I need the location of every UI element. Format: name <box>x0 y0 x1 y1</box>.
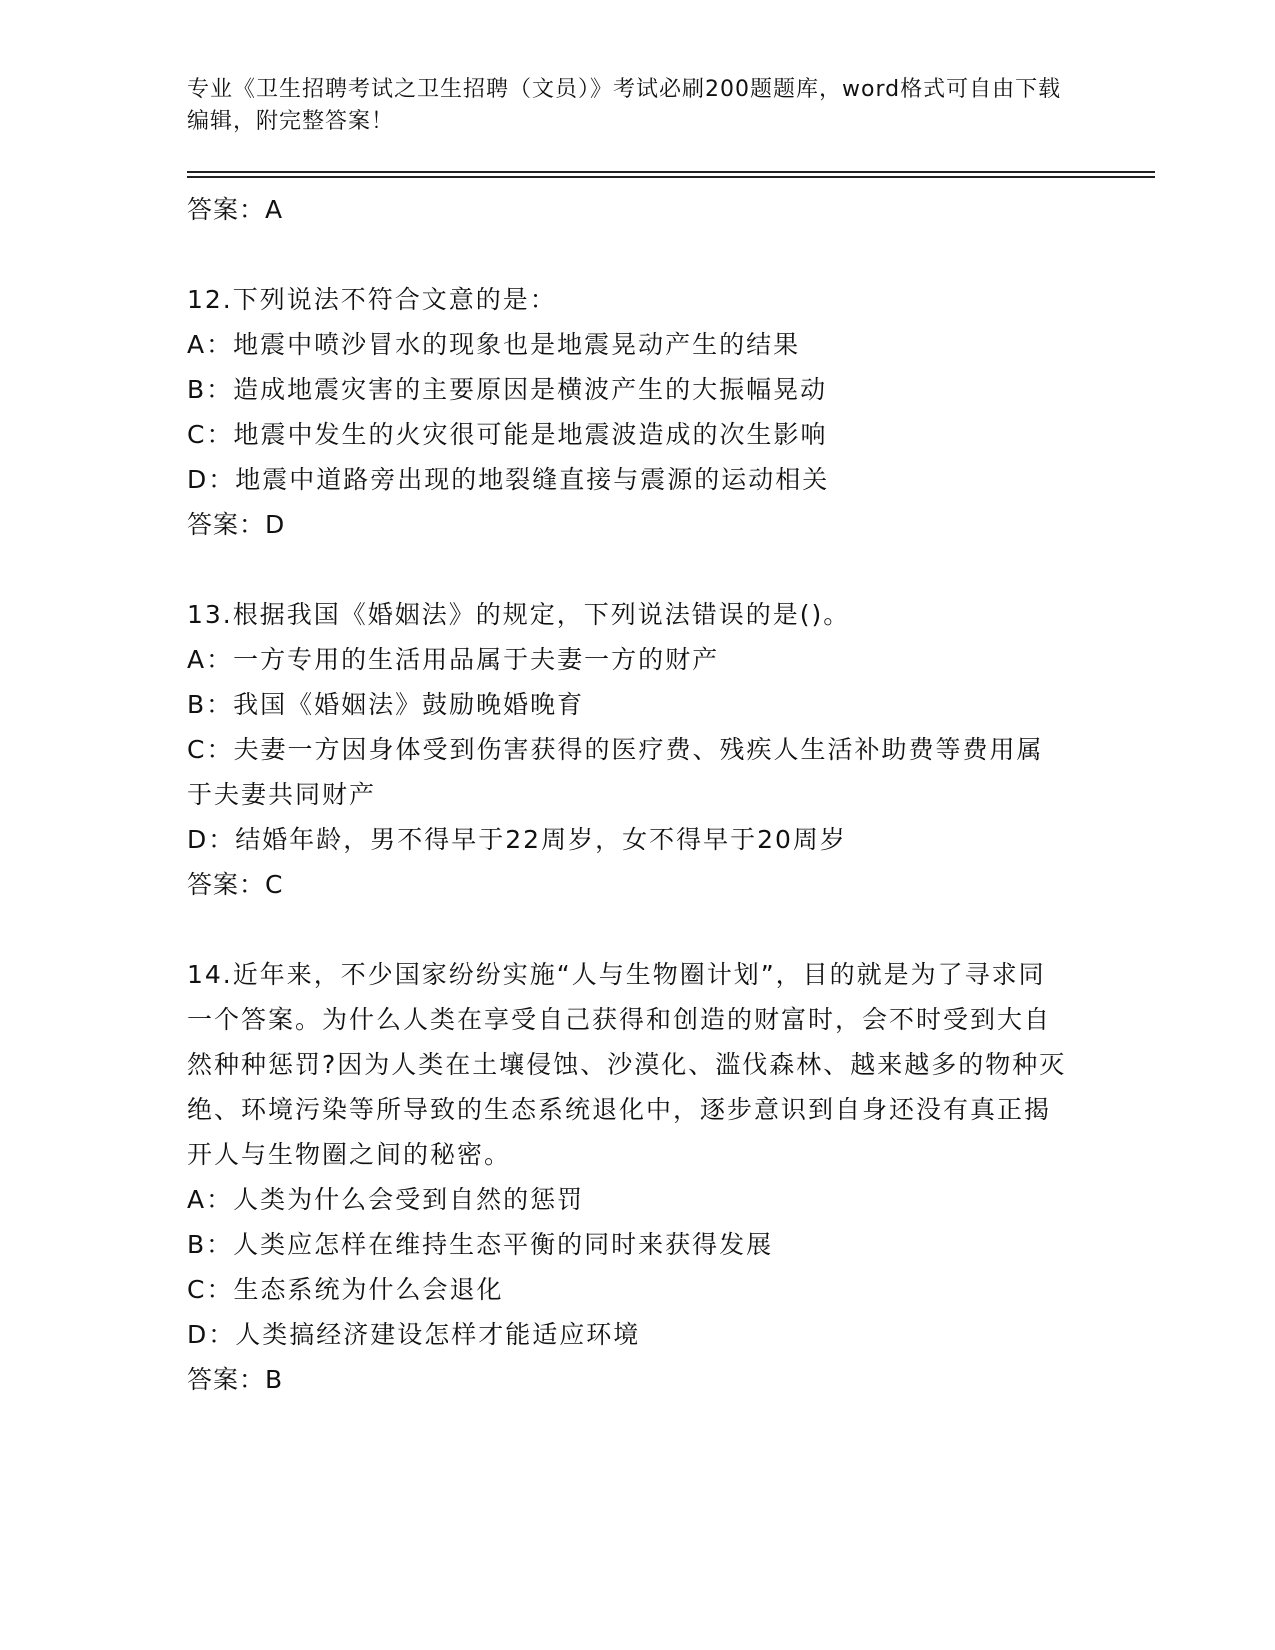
question-list <box>187 187 1067 1402</box>
option-c: C：夫妻一方因身体受到伤害获得的医疗费、残疾人生活补助费等费用属于夫妻共同财产 <box>187 735 1044 809</box>
question-stem: 13.根据我国《婚姻法》的规定，下列说法错误的是()。 <box>187 600 851 629</box>
option-a: A：人类为什么会受到自然的惩罚 <box>187 1185 585 1214</box>
header-rule-bottom <box>187 176 1155 178</box>
answer-line: 答案：C <box>187 870 284 899</box>
option-a: A：地震中喷沙冒水的现象也是地震晃动产生的结果 <box>187 330 801 359</box>
answer-line: 答案：D <box>187 510 286 539</box>
option-c: C：生态系统为什么会退化 <box>187 1275 504 1304</box>
spacer <box>187 232 1067 277</box>
option-b: B：我国《婚姻法》鼓励晚婚晚育 <box>187 690 585 719</box>
spacer <box>187 547 1067 592</box>
option-b: B：造成地震灾害的主要原因是横波产生的大振幅晃动 <box>187 375 828 404</box>
question-stem: 12.下列说法不符合文意的是： <box>187 285 557 314</box>
option-a: A：一方专用的生活用品属于夫妻一方的财产 <box>187 645 720 674</box>
question-stem: 14.近年来，不少国家纷纷实施“人与生物圈计划”，目的就是为了寻求同一个答案。为什么人类在享受自己获得和创造的财富时，会不时受到大自然种种惩罚?因为人类在土壤侵蚀、沙漠化、滥伐森林、越来越多的物种灭绝、环境污染等所导致的生态系统退化中，逐步意识到自身还没有真正揭开人与生物圈之间的秘密。 <box>187 960 1067 1169</box>
option-d: D：人类搞经济建设怎样才能适应环境 <box>187 1320 641 1349</box>
option-d: D：地震中道路旁出现的地裂缝直接与震源的运动相关 <box>187 465 830 494</box>
document-header: 专业《卫生招聘考试之卫生招聘（文员）》考试必刷200题题库，word格式可自由下载编辑，附完整答案！ <box>187 77 1062 134</box>
header-rule-top <box>187 171 1155 173</box>
answer-line: 答案：A <box>187 195 284 224</box>
option-b: B：人类应怎样在维持生态平衡的同时来获得发展 <box>187 1230 774 1259</box>
answer-line: 答案：B <box>187 1365 284 1394</box>
spacer <box>187 907 1067 952</box>
option-d: D：结婚年龄，男不得早于22周岁，女不得早于20周岁 <box>187 825 847 854</box>
option-c: C：地震中发生的火灾很可能是地震波造成的次生影响 <box>187 420 828 449</box>
